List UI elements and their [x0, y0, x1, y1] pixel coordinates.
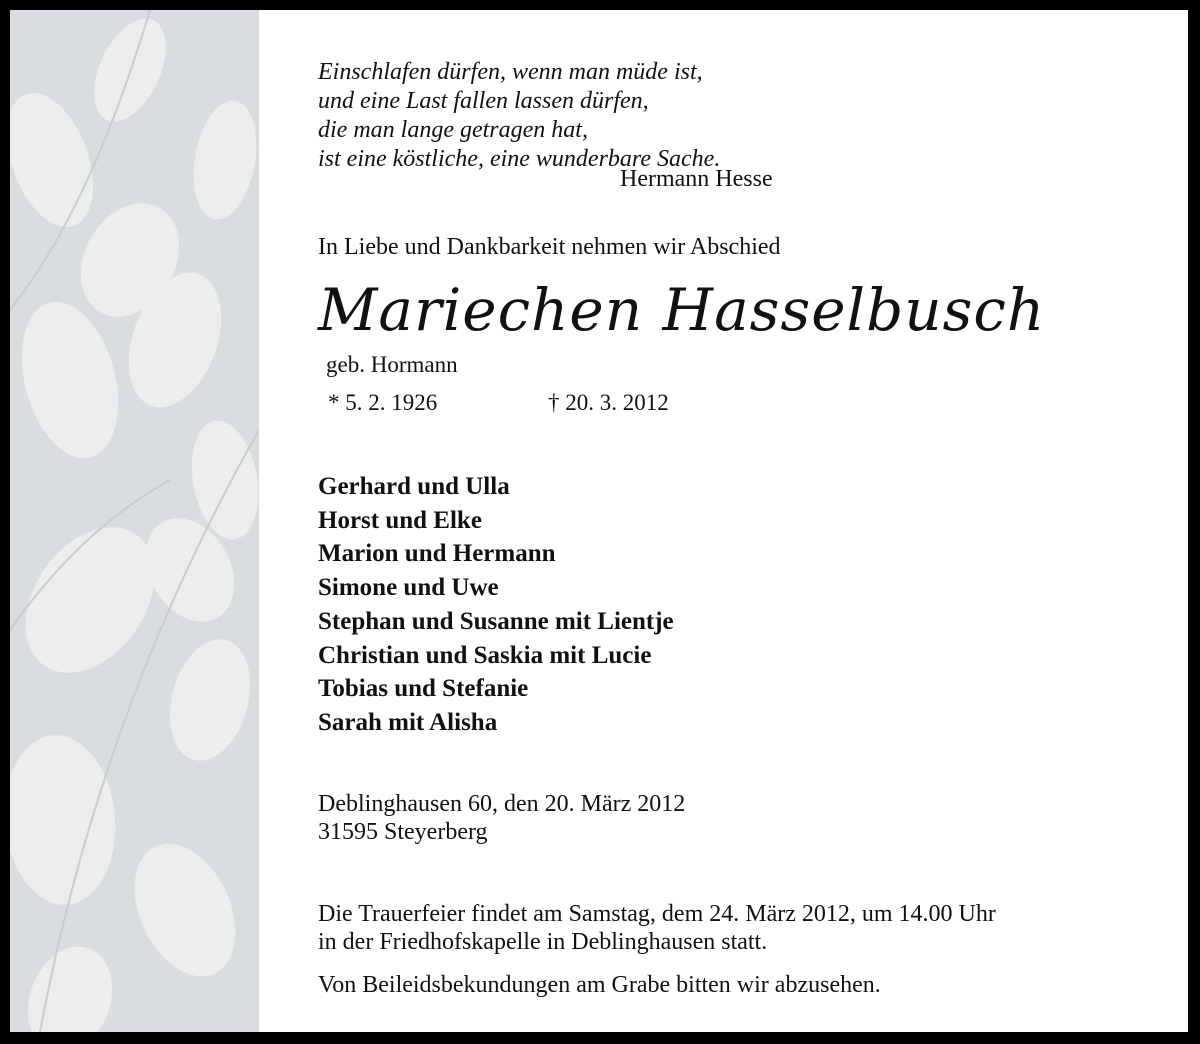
mourner: Horst und Elke — [318, 506, 482, 534]
condolence-note: Von Beileidsbekundungen am Grabe bitten wir abzusehen. — [318, 972, 881, 998]
obituary-notice — [10, 10, 1188, 1032]
address — [318, 790, 685, 846]
birth-date: * 5. 2. 1926 — [328, 390, 438, 415]
poem-line: und eine Last fallen lassen dürfen, — [318, 88, 649, 114]
mourner: Gerhard und Ulla — [318, 473, 510, 500]
notice-content — [318, 10, 1178, 1032]
poem-author: Hermann Hesse — [620, 166, 773, 192]
funeral-info-line: Die Trauerfeier findet am Samstag, dem 24. März 2012, um 14.00 Uhr — [318, 901, 996, 927]
decorative-leaves-panel — [10, 10, 259, 1032]
poem-line: Einschlafen dürfen, wenn man müde ist, — [318, 59, 703, 85]
leaves-illustration — [10, 10, 259, 1032]
poem-line: die man lange getragen hat, — [318, 117, 588, 143]
death-date: † 20. 3. 2012 — [548, 390, 669, 415]
mourner: Simone und Uwe — [318, 574, 499, 602]
deceased-name: Mariechen Hasselbusch — [318, 276, 1046, 344]
poem — [318, 58, 720, 174]
funeral-info — [318, 900, 996, 956]
mourner: Tobias und Stefanie — [318, 675, 529, 703]
mourner: Sarah mit Alisha — [318, 708, 498, 736]
address-line: Deblinghausen 60, den 20. März 2012 — [318, 791, 686, 817]
mourner: Christian und Saskia mit Lucie — [318, 641, 652, 669]
mourners-list — [318, 470, 674, 740]
funeral-info-line: in der Friedhofskapelle in Deblinghausen statt. — [318, 929, 768, 955]
mourner: Marion und Hermann — [318, 540, 556, 568]
poem-line: ist eine köstliche, eine wunderbare Sache. — [318, 146, 721, 172]
address-line: 31595 Steyerberg — [318, 819, 488, 845]
farewell-intro: In Liebe und Dankbarkeit nehmen wir Abschied — [318, 234, 781, 260]
mourner: Stephan und Susanne mit Lientje — [318, 607, 674, 635]
birth-name: geb. Hormann — [326, 352, 458, 377]
